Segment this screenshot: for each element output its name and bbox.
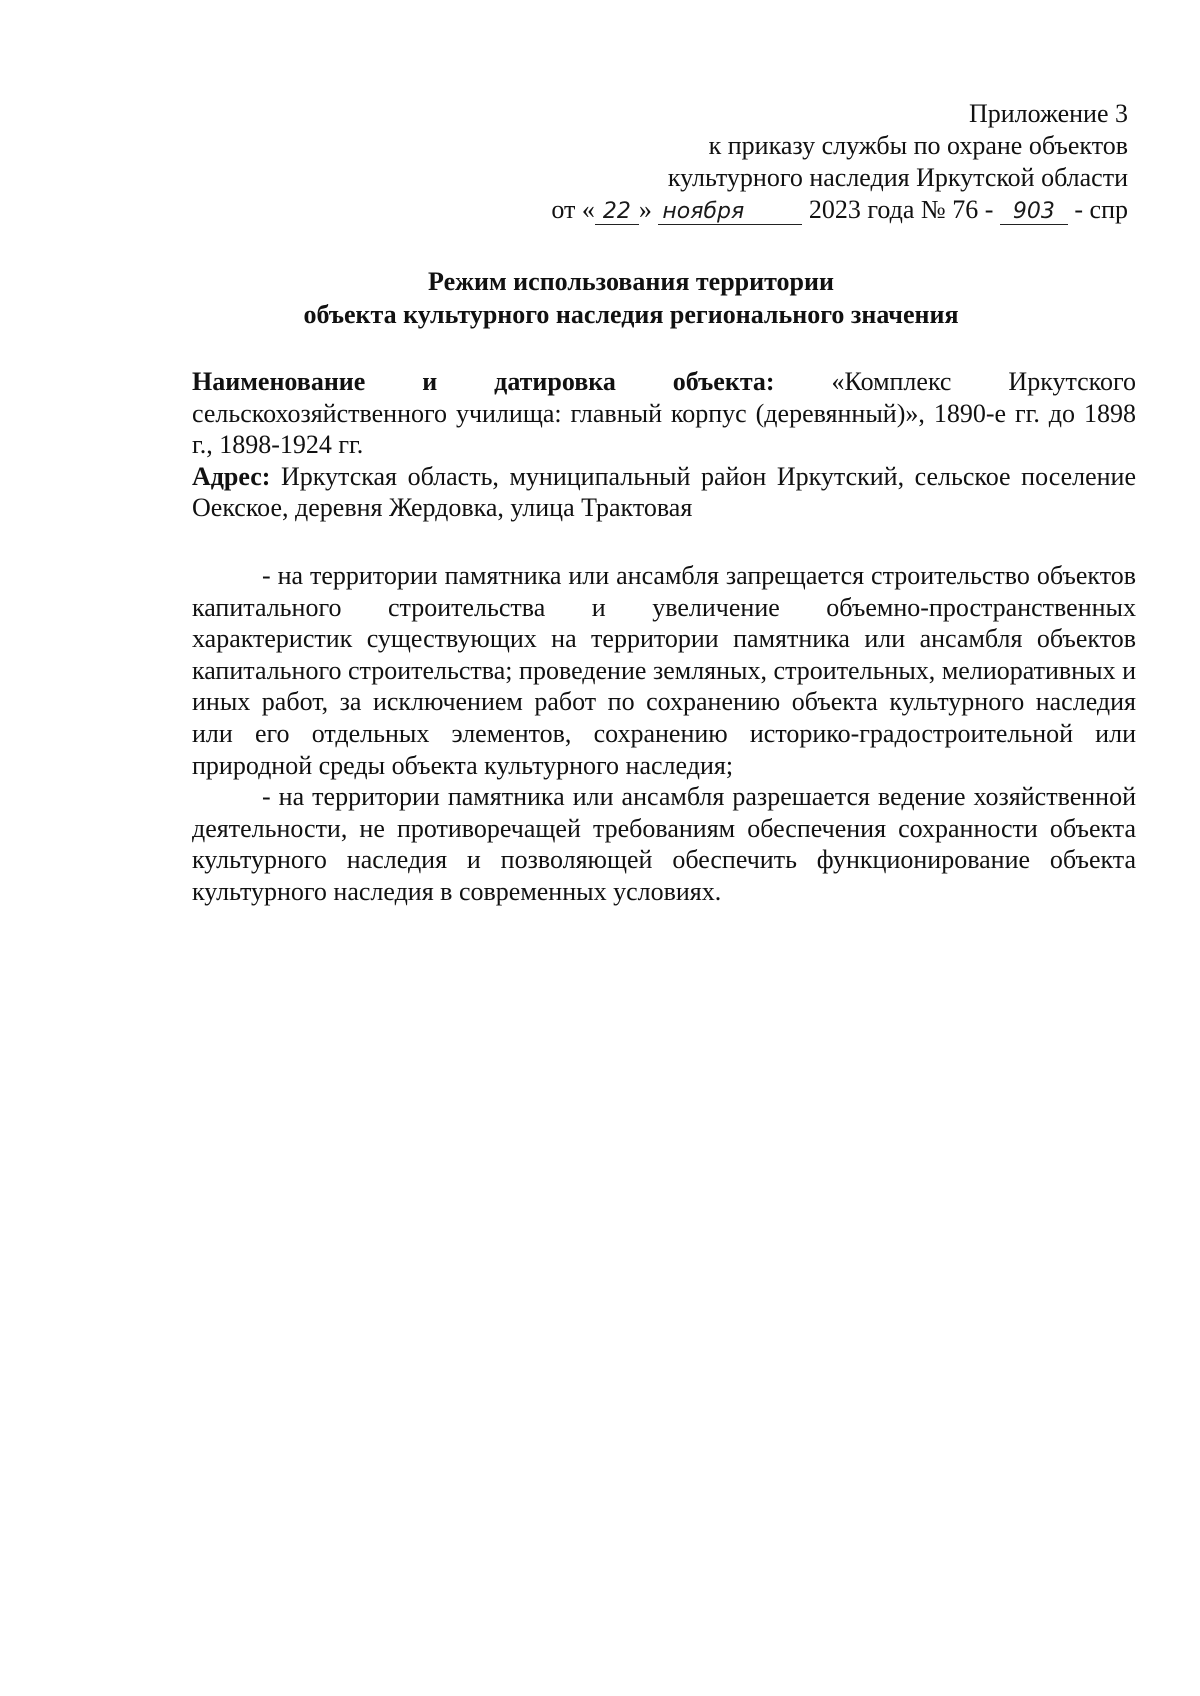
document-body xyxy=(192,366,1136,908)
appendix-number: Приложение 3 xyxy=(968,99,1128,128)
handwritten-order-number: 903 xyxy=(1000,200,1068,225)
rule-prohibition: - на территории памятника или ансамбля запрещается строительство объектов капитального строительства и увеличение объемно-пространственных характеристик существующих на территории памятника или ансамбля объектов капитального строительства; проведение земляных, строительных, мелиоративных и иных работ, за исключением работ по сохранению объекта культурного наследия или его отдельных элементов, сохранению историко-градостроительной или природной среды объекта культурного наследия; xyxy=(192,560,1136,780)
order-date-line xyxy=(428,194,1128,226)
handwritten-day: 22 xyxy=(595,200,639,225)
object-name-paragraph xyxy=(192,366,1136,461)
year-and-number-prefix: 2023 года № 76 - xyxy=(808,195,994,224)
appendix-header xyxy=(428,98,1128,226)
order-reference-line: к приказу службы по охране объектов xyxy=(708,131,1128,160)
address-label: Адрес: xyxy=(192,461,271,491)
order-issuer-line: культурного наследия Иркутской области xyxy=(667,163,1128,192)
spacer xyxy=(192,524,1136,560)
date-mid: » xyxy=(638,195,652,224)
document-title-line2: объекта культурного наследия регионального значения xyxy=(303,300,959,329)
address-paragraph xyxy=(192,461,1136,524)
handwritten-month: ноября xyxy=(658,200,802,225)
object-name-label: Наименование и датировка объекта: xyxy=(192,367,775,396)
address-value: Иркутская область, муниципальный район Иркутский, сельское поселение Оекское, деревня Жердовка, улица Трактовая xyxy=(192,461,1136,523)
rule-permission: - на территории памятника или ансамбля разрешается ведение хозяйственной деятельности, не противоречащей требованиям обеспечения сохранности объекта культурного наследия и позволяющей обеспечить функционирование объекта культурного наследия в современных условиях. xyxy=(192,782,1136,906)
date-prefix: от « xyxy=(551,195,595,224)
document-title-line1: Режим использования территории xyxy=(428,267,834,296)
object-name-value: «Комплекс Иркутского сельскохозяйственного училища: главный корпус (деревянный)», 1890-е гг. до 1898 г., 1898-1924 гг. xyxy=(192,367,1136,460)
order-suffix: - спр xyxy=(1074,195,1128,224)
